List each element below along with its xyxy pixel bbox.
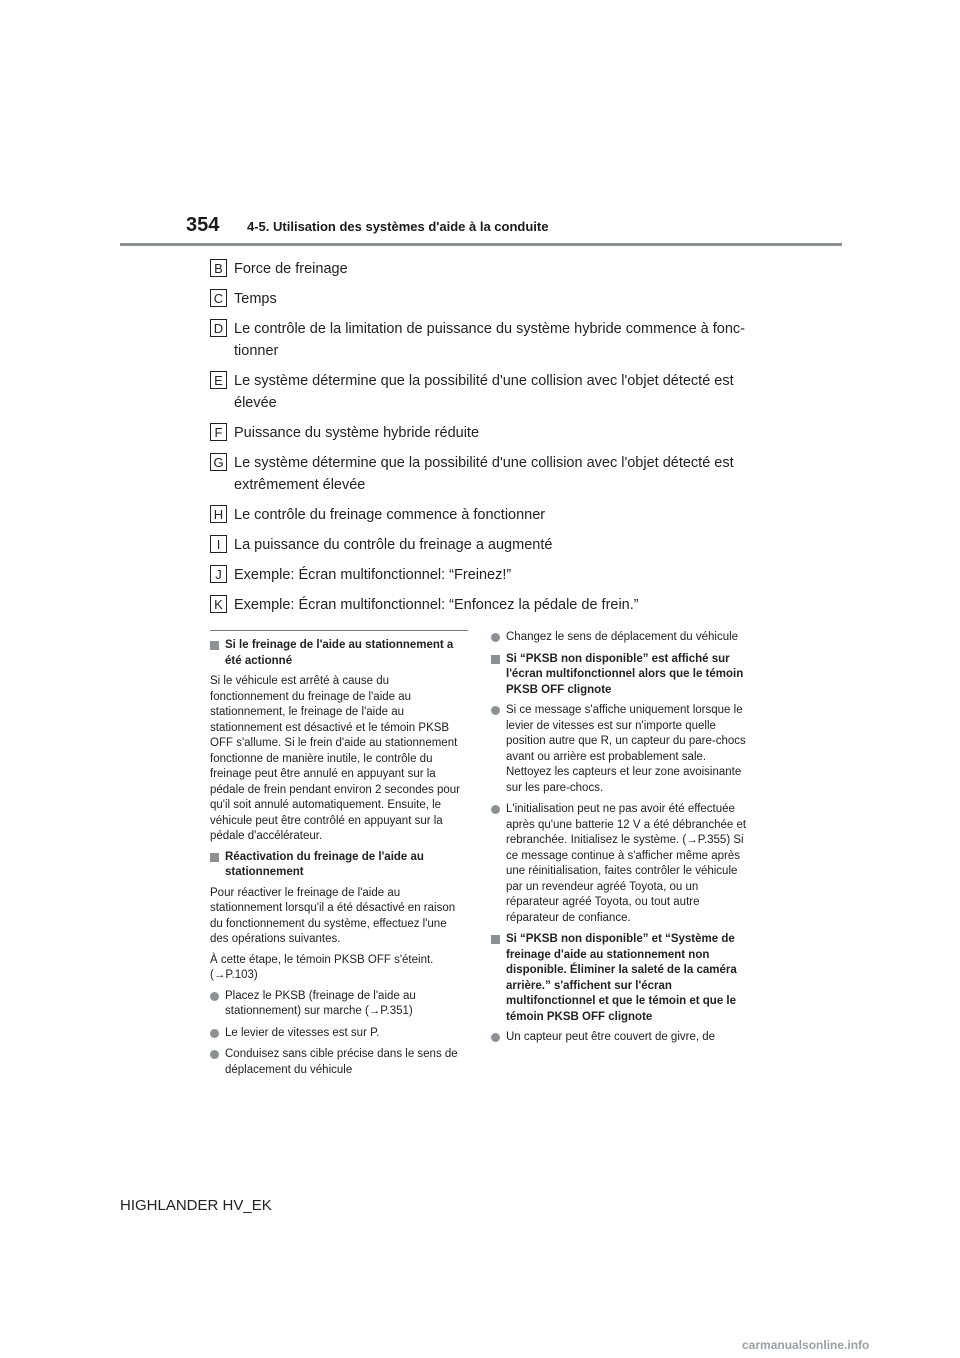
round-bullet-icon xyxy=(210,992,219,1001)
left-column xyxy=(210,630,468,1084)
heading-text: Si “PKSB non disponible” et “Système de freinage d'aide au stationnement non disponible. Éliminer la saleté de la caméra arrière.” s'affichent sur l'écran multifonctionnel et que le témoin et que le témoin PKSB OFF clignote xyxy=(506,933,737,1023)
square-bullet-icon xyxy=(491,935,500,944)
legend-item xyxy=(210,318,770,362)
diagram-legend xyxy=(210,258,770,624)
section-title: 4-5. Utilisation des systèmes d'aide à la conduite xyxy=(247,219,549,234)
legend-text: Puissance du système hybride réduite xyxy=(234,425,480,441)
legend-item xyxy=(210,504,770,526)
legend-item xyxy=(210,422,770,444)
legend-text: Exemple: Écran multifonctionnel: “Enfoncez la pédale de frein.” xyxy=(234,597,639,613)
bullet-text: Changez le sens de déplacement du véhicule xyxy=(506,631,739,643)
round-bullet-icon xyxy=(210,1029,219,1038)
legend-text: Exemple: Écran multifonctionnel: “Freinez!” xyxy=(234,567,512,583)
legend-letter: I xyxy=(210,535,227,553)
bullet-item xyxy=(210,1047,468,1078)
bullet-text: L'initialisation peut ne pas avoir été effectuée après qu'une batterie 12 V a été débranchée et rebranchée. Initialisez le système. (→P.355) Si ce message continue à s'afficher même après une réinitialisation, faites contrôler le véhicule par un revendeur agréé Toyota, ou un réparateur agréé Toyota, ou tout autre réparateur de confiance. xyxy=(506,803,747,924)
paragraph: Pour réactiver le freinage de l'aide au stationnement lorsqu'il a été désactivé en raison du fonctionnement du système, effectuez l'une des opérations suivantes. xyxy=(210,886,456,945)
bullet-text: Conduisez sans cible précise dans le sens de déplacement du véhicule xyxy=(225,1048,458,1076)
watermark: carmanualsonline.info xyxy=(742,1338,870,1352)
square-bullet-icon xyxy=(491,655,500,664)
round-bullet-icon xyxy=(491,706,500,715)
bullet-text: Placez le PKSB (freinage de l'aide au stationnement) sur marche (→P.351) xyxy=(225,989,416,1017)
legend-item xyxy=(210,258,770,280)
legend-letter: E xyxy=(210,371,227,389)
round-bullet-icon xyxy=(491,1033,500,1042)
legend-item xyxy=(210,370,770,414)
bullet-text: Si ce message s'affiche uniquement lorsque le levier de vitesses est sur n'importe quelle position autre que R, un capteur du pare-chocs avant ou arrière est probablement sale. Nettoyez les capteurs et leur zone avoisinante sur les pare-chocs. xyxy=(506,704,746,794)
legend-item xyxy=(210,594,770,616)
legend-text: Temps xyxy=(234,291,277,307)
legend-item xyxy=(210,534,770,556)
subsection-heading xyxy=(491,652,749,699)
legend-text: Le contrôle de la limitation de puissance du système hybride commence à fonc-tionner xyxy=(234,321,745,359)
square-bullet-icon xyxy=(210,853,219,862)
legend-letter: B xyxy=(210,259,227,277)
subsection-heading xyxy=(491,932,749,1025)
legend-item xyxy=(210,452,770,496)
round-bullet-icon xyxy=(491,805,500,814)
paragraph: À cette étape, le témoin PKSB OFF s'éteint. (→P.103) xyxy=(210,953,434,981)
paragraph: Si le véhicule est arrêté à cause du fonctionnement du freinage de l'aide au stationnement, le freinage de l'aide au stationnement est désactivé et le témoin PKSB OFF s'allume. Si le frein d'aide au stationnement fonctionne de manière inutile, le contrôle du freinage peut être annulé en appuyant sur la pédale de frein pendant environ 2 secondes pour qu'il soit annulé automatiquement. Ensuite, le véhicule peut être contrôlé en appuyant sur la pédale d'accélérateur. xyxy=(210,675,460,842)
bullet-text: Un capteur peut être couvert de givre, de xyxy=(506,1031,716,1043)
round-bullet-icon xyxy=(210,1050,219,1059)
legend-item xyxy=(210,564,770,586)
bullet-item xyxy=(491,802,749,926)
heading-text: Si le freinage de l'aide au stationnement a été actionné xyxy=(225,639,454,667)
heading-text: Réactivation du freinage de l'aide au stationnement xyxy=(225,850,424,878)
legend-text: Force de freinage xyxy=(234,261,348,277)
bullet-item xyxy=(491,1030,749,1046)
bullet-text: Le levier de vitesses est sur P. xyxy=(225,1026,380,1039)
subsection-heading xyxy=(210,638,468,669)
right-column xyxy=(491,630,749,1052)
legend-letter: K xyxy=(210,595,227,613)
footer-model: HIGHLANDER HV_EK xyxy=(120,1197,272,1214)
header-rule xyxy=(120,243,842,246)
legend-letter: C xyxy=(210,289,227,307)
legend-text: La puissance du contrôle du freinage a augmenté xyxy=(234,537,553,553)
legend-letter: H xyxy=(210,505,227,523)
legend-letter: F xyxy=(210,423,227,441)
legend-text: Le contrôle du freinage commence à fonctionner xyxy=(234,507,546,523)
legend-item xyxy=(210,288,770,310)
bullet-item xyxy=(210,1026,468,1042)
square-bullet-icon xyxy=(210,641,219,650)
heading-text: Si “PKSB non disponible” est affiché sur l'écran multifonctionnel alors que le témoin PKSB OFF clignote xyxy=(506,652,744,696)
column-rule xyxy=(210,630,468,631)
round-bullet-icon xyxy=(491,633,500,642)
legend-text: Le système détermine que la possibilité d'une collision avec l'objet détecté est extrêmement élevée xyxy=(234,455,734,493)
bullet-item xyxy=(491,630,749,646)
bullet-item xyxy=(210,989,468,1020)
legend-letter: D xyxy=(210,319,227,337)
legend-letter: G xyxy=(210,453,227,471)
page-number: 354 xyxy=(186,214,220,236)
legend-letter: J xyxy=(210,565,227,583)
subsection-heading xyxy=(210,850,468,881)
bullet-item xyxy=(491,703,749,796)
legend-text: Le système détermine que la possibilité d'une collision avec l'objet détecté est élevée xyxy=(234,373,734,411)
